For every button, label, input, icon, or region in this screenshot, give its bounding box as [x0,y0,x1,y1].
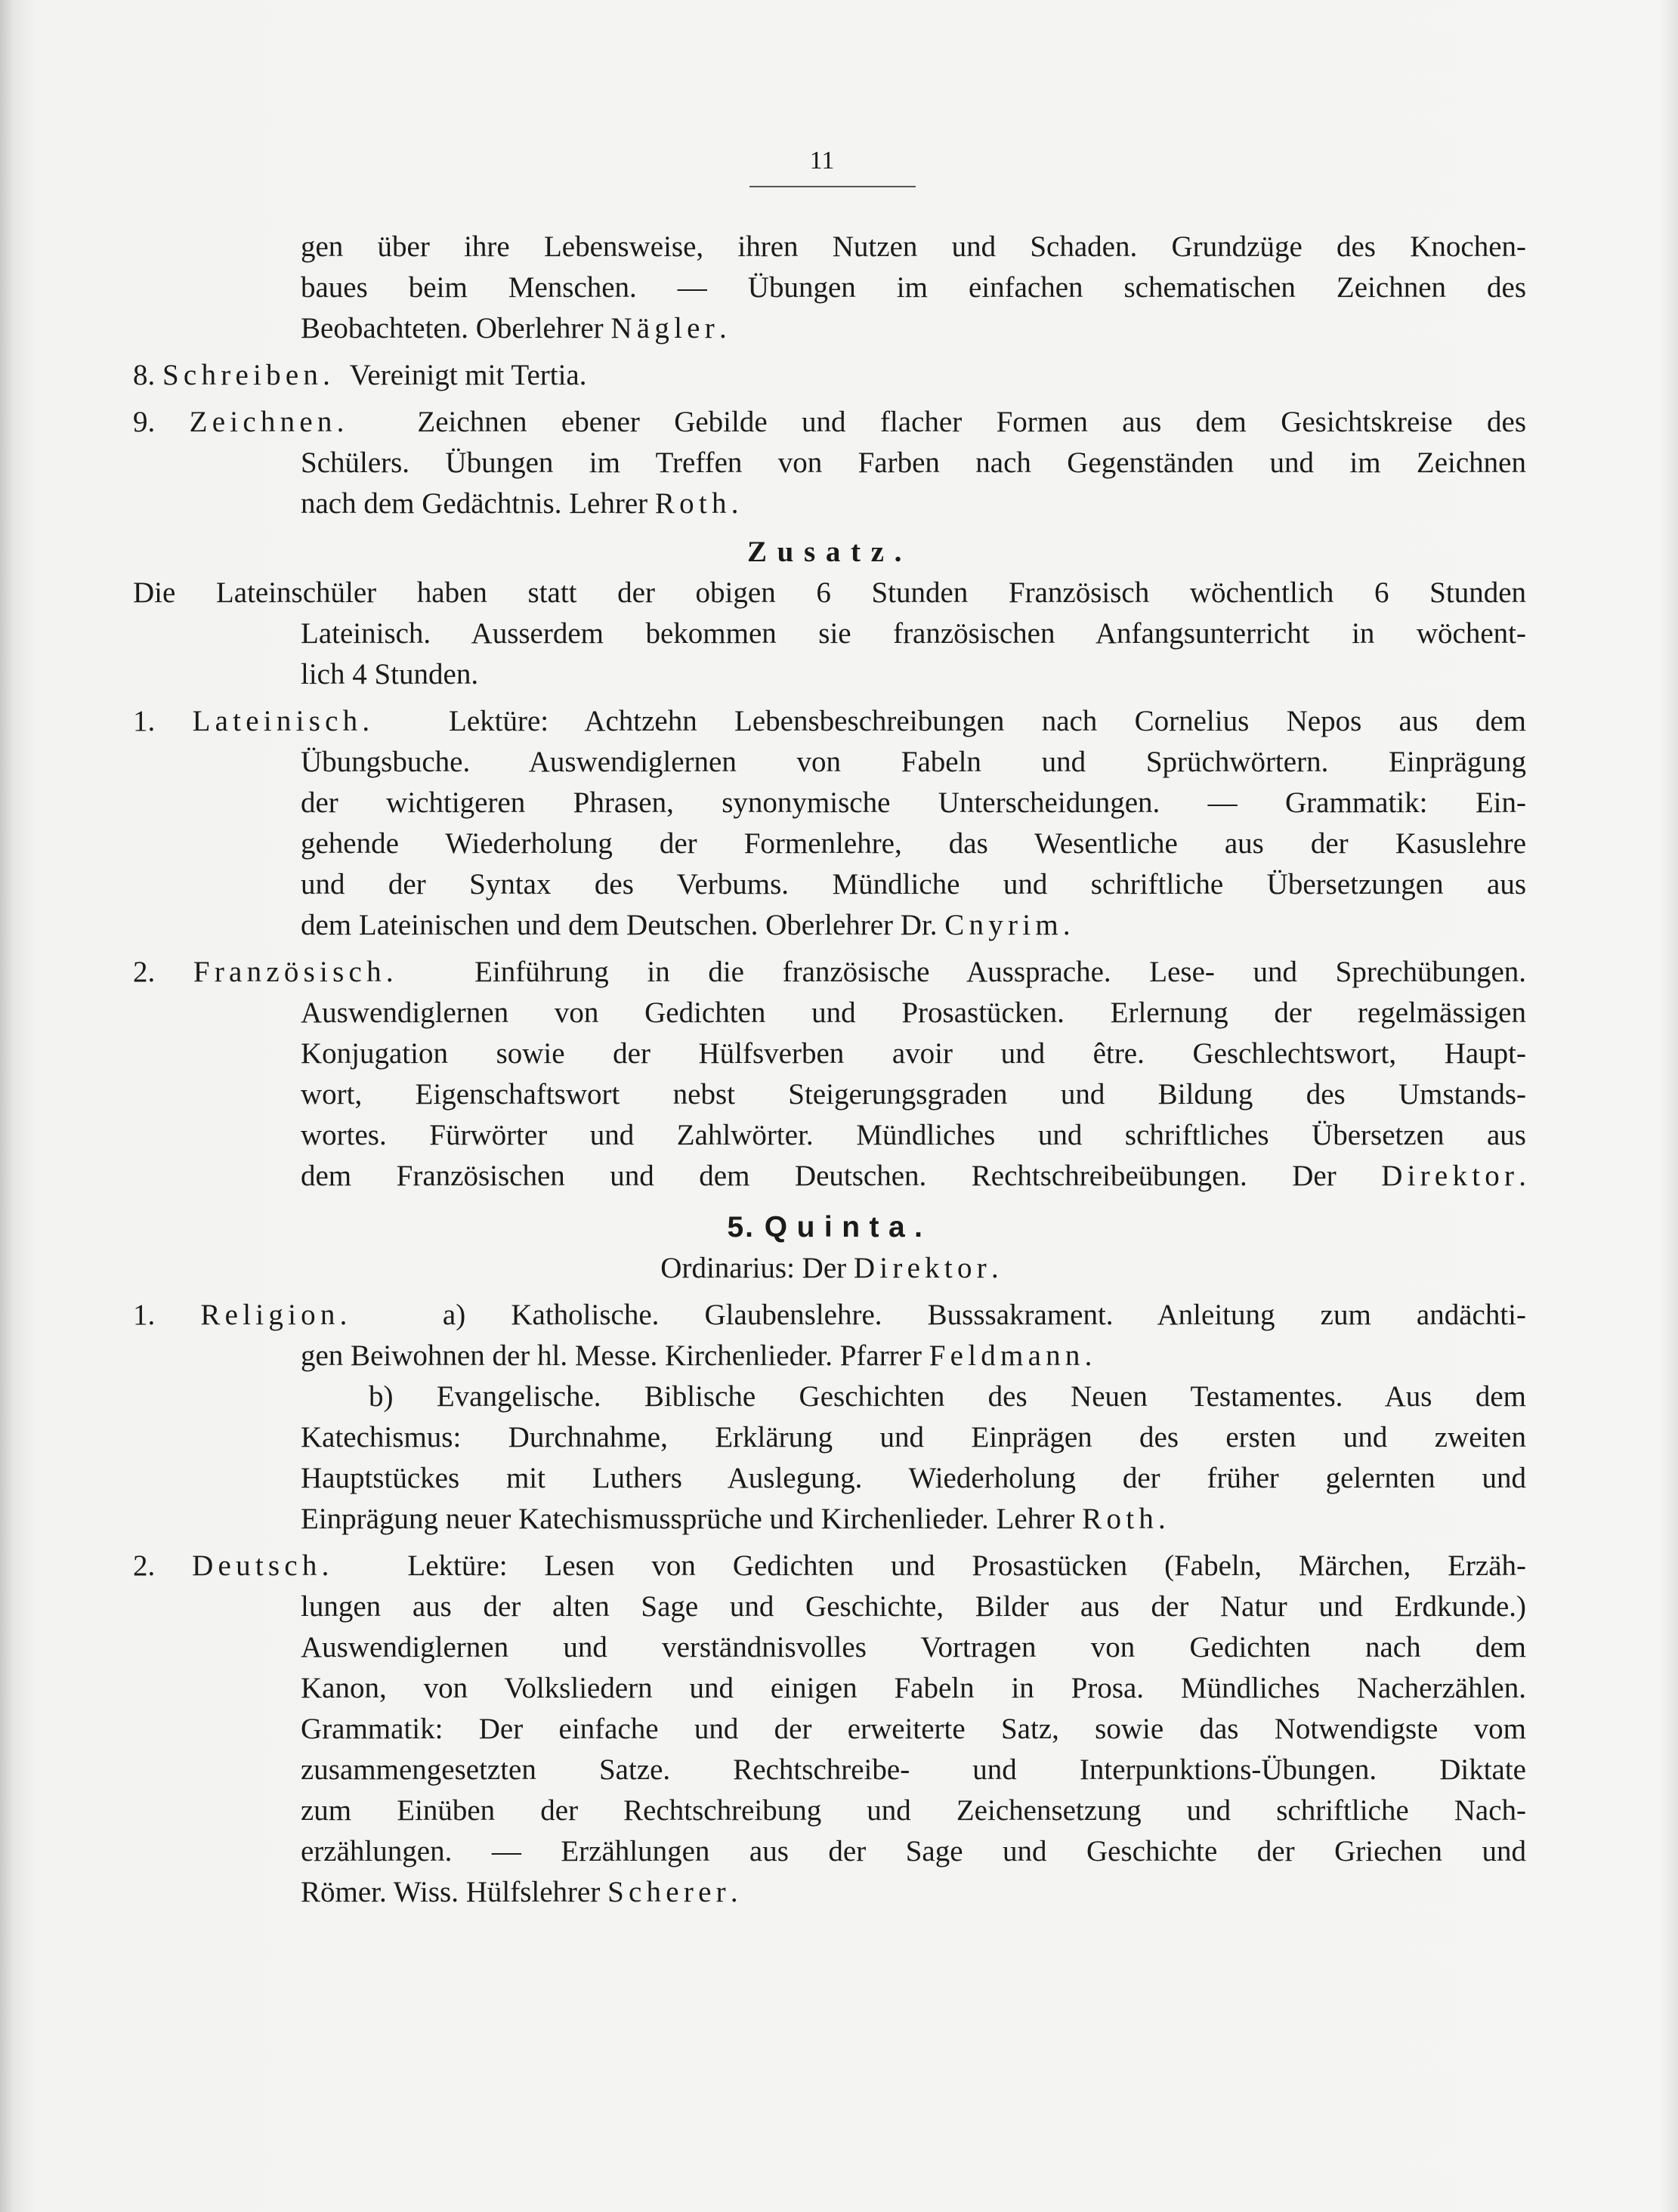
section-heading-quinta: 5. Quinta. [727,1211,932,1243]
body-line: der wichtigeren Phrasen, synonymische Unterscheidungen. — Grammatik: Ein- [301,786,1526,819]
body-line: Grammatik: Der einfache und der erweiterte Satz, sowie das Notwendigste vom [301,1713,1526,1745]
item-lateinisch: 1. Lateinisch. Lektüre: Achtzehn Lebensbeschreibungen nach Cornelius Nepos aus dem [133,705,1526,737]
body-line: Römer. Wiss. Hülfslehrer Scherer. [301,1876,738,1908]
zusatz-text: Die Lateinschüler haben statt der obigen 6 Stunden Französisch wöchentlich 6 Stunden [133,576,1526,609]
teacher-name: Direktor [1381,1160,1519,1192]
item-franzoesisch: 2. Französisch. Einführung in die französische Aussprache. Lese- und Sprechübungen. [133,956,1527,988]
page-number-rule [749,186,916,187]
teacher-name: Cnyrim [944,909,1063,941]
item-deutsch: 2. Deutsch. Lektüre: Lesen von Gedichten und Prosastücken (Fabeln, Märchen, Erzäh- [133,1549,1527,1582]
body-line: lungen aus der alten Sage und Geschichte, Bilder aus der Natur und Erdkunde.) [301,1590,1526,1623]
subject-title: Französisch. [193,956,398,988]
item-schreiben: 8. Schreiben. Vereinigt mit Tertia. [133,359,587,391]
teacher-name: Scherer [607,1876,731,1908]
body-line: zusammengesetzten Satze. Rechtschreibe- und Interpunktions-Übungen. Diktate [301,1753,1526,1786]
subject-title: Lateinisch. [192,705,375,737]
body-line: wort, Eigenschaftswort nebst Steigerungsgraden und Bildung des Umstands- [301,1078,1526,1111]
body-line: Beobachteten. Oberlehrer Nägler. [301,312,727,344]
body-line: Übungsbuche. Auswendiglernen von Fabeln und Sprüchwörtern. Einprägung [301,746,1526,778]
body-line: Lateinisch. Ausserdem bekommen sie französischen Anfangsunterricht in wöchent- [301,617,1526,650]
teacher-name: Roth [654,487,731,520]
body-line: und der Syntax des Verbums. Mündliche und schriftliche Übersetzungen aus [301,868,1526,901]
subject-title: Zeichnen. [189,406,349,438]
body-line: Hauptstückes mit Luthers Auslegung. Wiederholung der früher gelernten und [301,1462,1526,1494]
body-line: gen Beiwohnen der hl. Messe. Kirchenlieder. Pfarrer Feldmann. [301,1339,1092,1372]
body-line: Einprägung neuer Katechismussprüche und Kirchenlieder. Lehrer Roth. [301,1503,1166,1535]
body-line: Kanon, von Volksliedern und einigen Fabeln in Prosa. Mündliches Nacherzählen. [301,1672,1526,1704]
subject-title: Schreiben. [162,359,335,391]
body-line: Schülers. Übungen im Treffen von Farben nach Gegenständen und im Zeichnen [301,446,1526,479]
ordinarius-line: Ordinarius: Der Direktor. [660,1252,999,1284]
body-line: zum Einüben der Rechtschreibung und Zeichensetzung und schriftliche Nach- [301,1794,1526,1827]
page-number: 11 [809,147,835,175]
body-line: erzählungen. — Erzählungen aus der Sage und Geschichte der Griechen und [301,1835,1526,1868]
item-religion: 1. Religion. a) Katholische. Glaubenslehre. Busssakrament. Anleitung zum andächti- [133,1299,1527,1331]
teacher-name: Feldmann [929,1339,1085,1372]
body-line: wortes. Fürwörter und Zahlwörter. Mündliches und schriftliches Übersetzen aus [301,1119,1526,1151]
body-line: lich 4 Stunden. [301,658,479,690]
body-line: dem Französischen und dem Deutschen. Rechtschreibeübungen. Der Direktor. [301,1160,1526,1192]
teacher-name: Direktor [853,1252,991,1284]
body-line: Auswendiglernen von Gedichten und Prosastücken. Erlernung der regelmässigen [301,996,1526,1029]
page-edge [1660,0,1678,2212]
body-line: baues beim Menschen. — Übungen im einfachen schematischen Zeichnen des [301,271,1526,304]
subject-title: Religion. [200,1299,352,1331]
body-line: b) Evangelische. Biblische Geschichten des Neuen Testamentes. Aus dem [369,1380,1526,1413]
document-body [133,227,1526,1913]
body-line: gehende Wiederholung der Formenlehre, das Wesentliche aus der Kasuslehre [301,827,1526,860]
body-line: Katechismus: Durchnahme, Erklärung und Einprägen des ersten und zweiten [301,1421,1526,1454]
body-line: dem Lateinischen und dem Deutschen. Oberlehrer Dr. Cnyrim. [301,909,1071,941]
teacher-name: Nägler [610,312,719,344]
subject-title: Deutsch. [192,1549,334,1582]
body-line: nach dem Gedächtnis. Lehrer Roth. [301,487,739,520]
body-line: gen über ihre Lebensweise, ihren Nutzen und Schaden. Grundzüge des Knochen- [301,230,1526,263]
body-line: Konjugation sowie der Hülfsverben avoir und être. Geschlechtswort, Haupt- [301,1037,1526,1070]
body-line: Auswendiglernen und verständnisvolles Vortragen von Gedichten nach dem [301,1631,1526,1664]
item-zeichnen: 9. Zeichnen. Zeichnen ebener Gebilde und flacher Formen aus dem Gesichtskreise des [133,406,1527,438]
section-heading-zusatz: Zusatz. [747,536,912,568]
teacher-name: Roth [1082,1503,1159,1535]
